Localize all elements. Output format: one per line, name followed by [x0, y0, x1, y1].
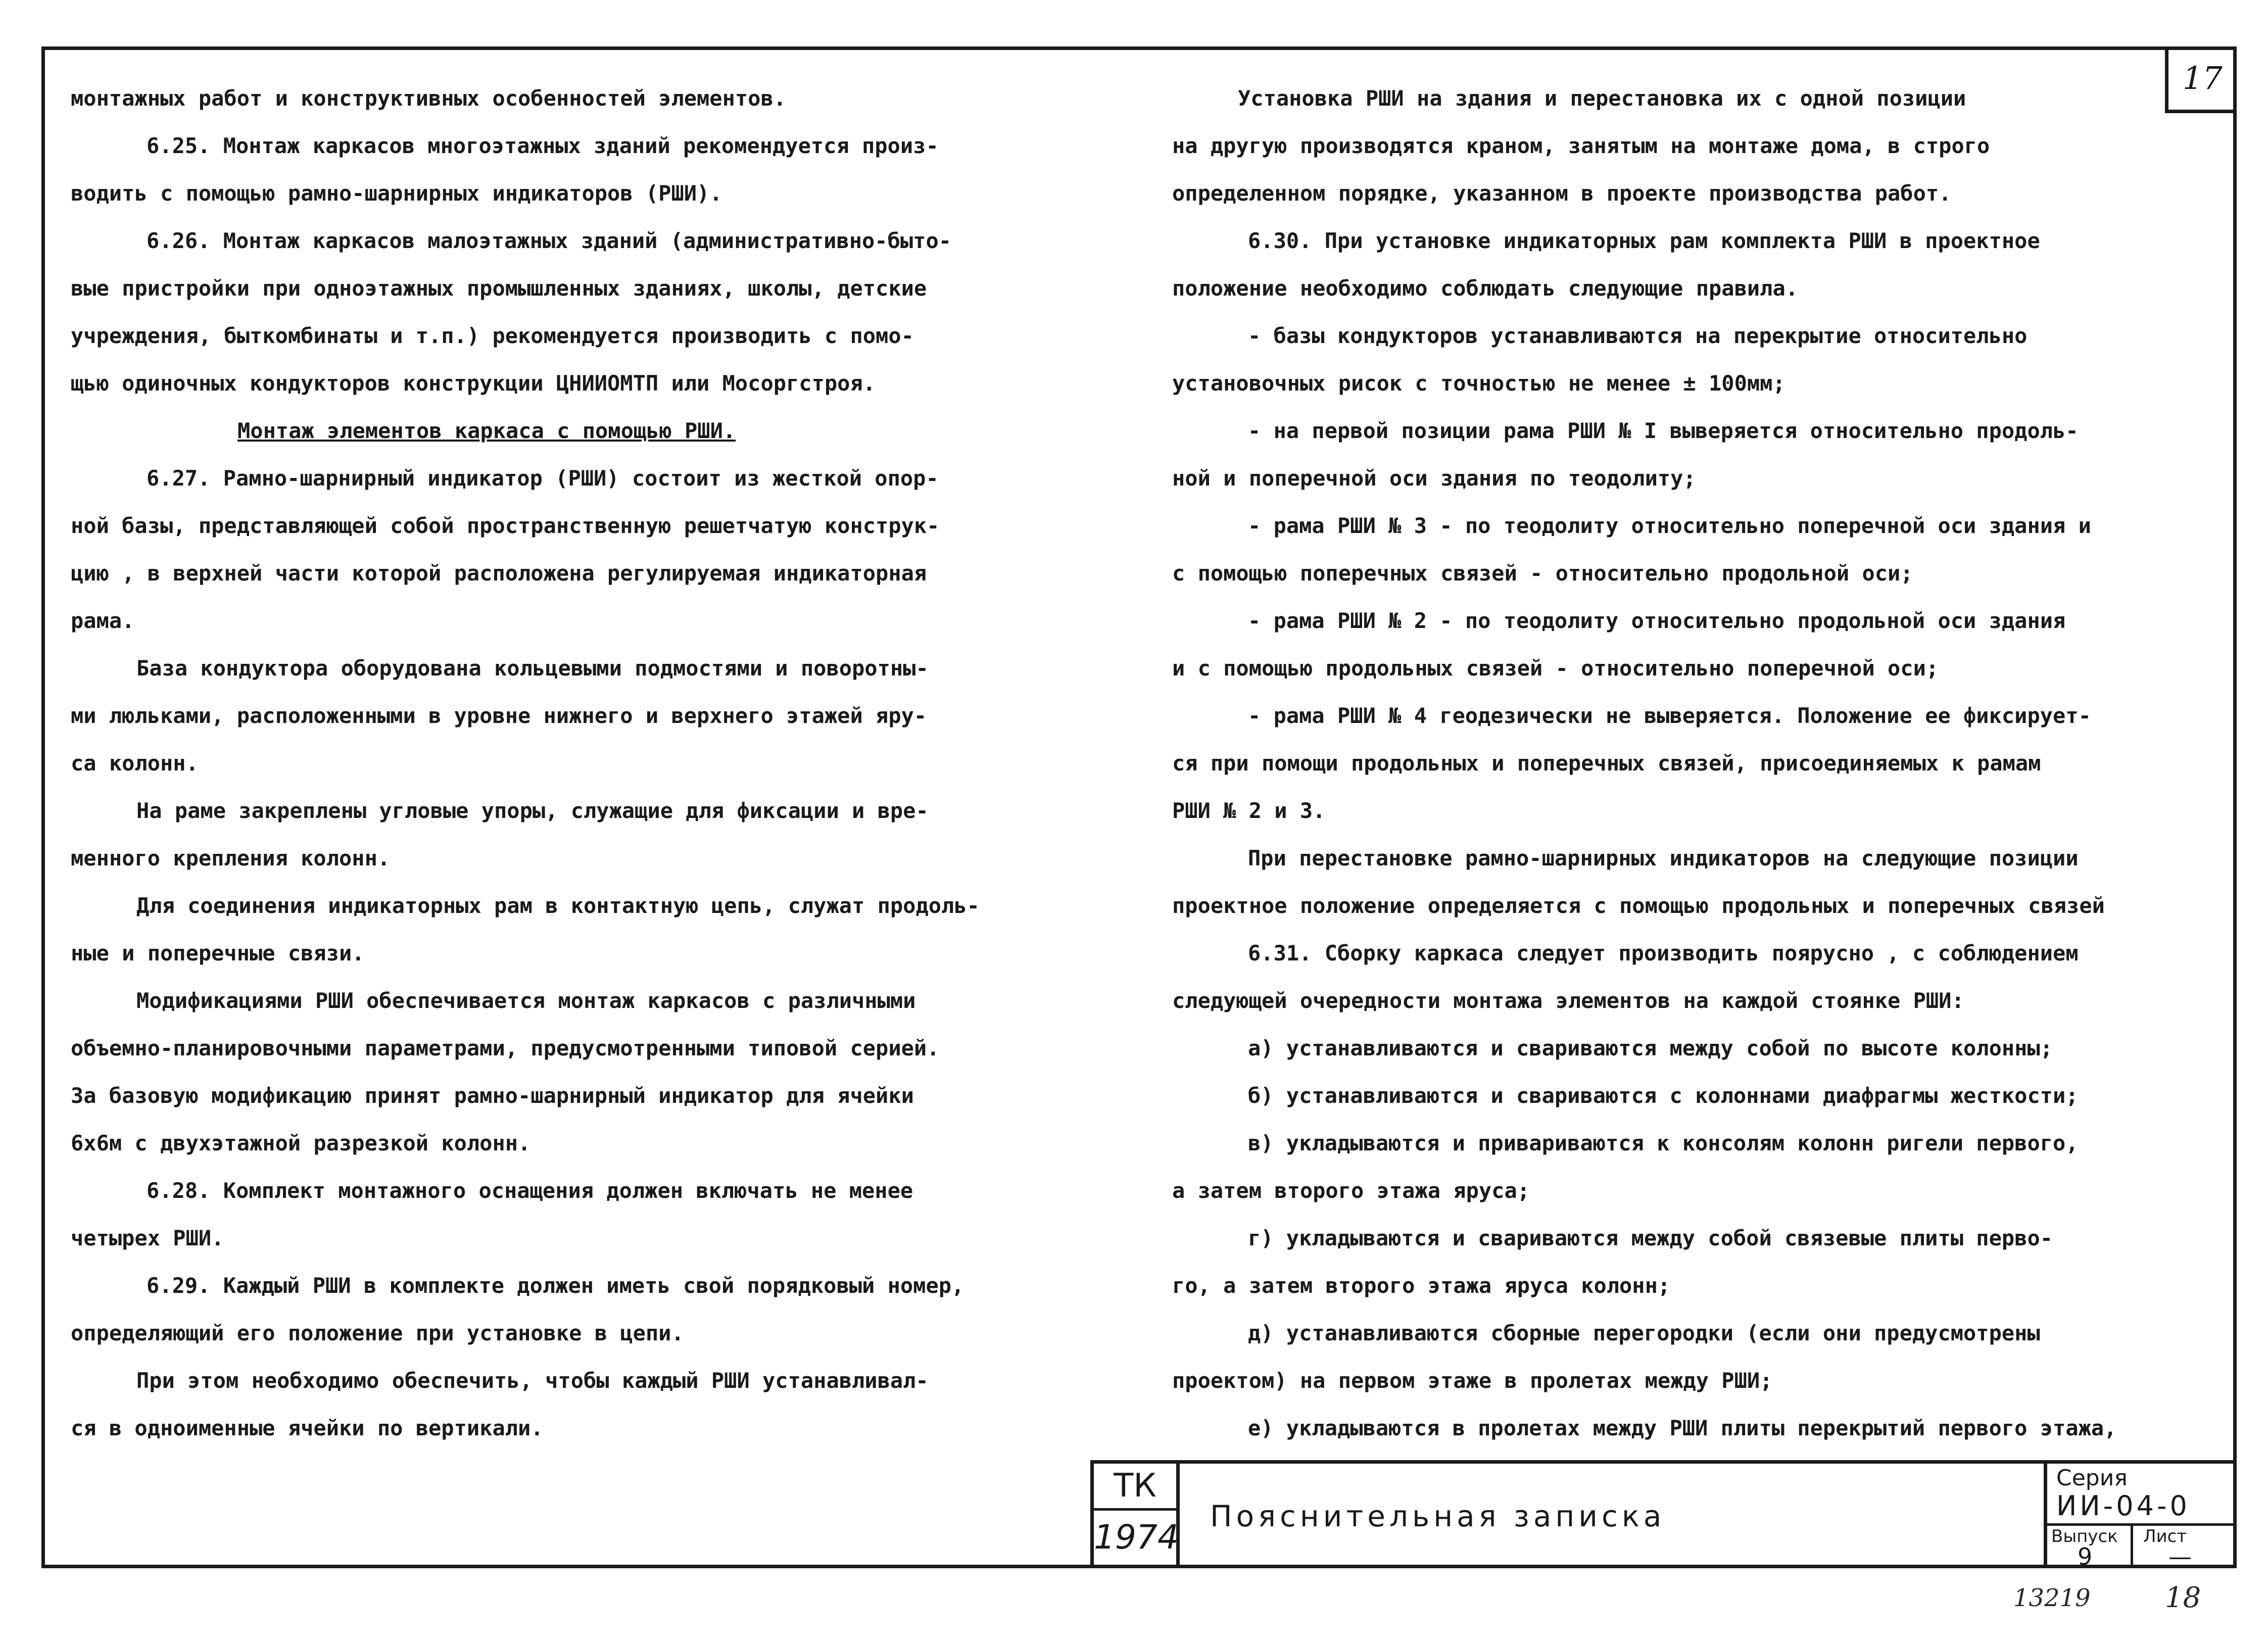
archive-number: 13219 — [2013, 1584, 2091, 1612]
text-line: ной и поперечной оси здания по теодолиту; — [1172, 466, 1696, 491]
text-line: го, а затем второго этажа яруса колонн; — [1172, 1273, 1671, 1298]
text-line: са колонн. — [71, 751, 199, 776]
text-line: За базовую модификацию принят рамно-шарнирный индикатор для ячейки — [71, 1083, 914, 1108]
text-line: щью одиночных кондукторов конструкции ЦНИИОМТП или Мосоргстроя. — [71, 371, 876, 396]
left-text-column — [71, 75, 1122, 1452]
text-line: менного крепления колонн. — [71, 846, 391, 871]
series-value: ИИ-04-0 — [2056, 1490, 2190, 1522]
text-line: рама. — [71, 608, 135, 633]
paragraph-6-25: 6.25. Монтаж каркасов многоэтажных зданий рекомендуется произ- — [147, 133, 939, 158]
sheet-label: Лист — [2143, 1526, 2187, 1547]
paragraph-6-28: 6.28. Комплект монтажного оснащения должен включать не менее — [147, 1178, 913, 1203]
text-line: Установка РШИ на здания и перестановка их с одной позиции — [1238, 86, 1966, 111]
text-line: ся при помощи продольных и поперечных связей, присоединяемых к рамам — [1172, 751, 2041, 776]
text-line: с помощью поперечных связей - относительно продольной оси; — [1172, 561, 1913, 586]
list-item: - рама РШИ № 3 - по теодолиту относительно поперечной оси здания и — [1248, 513, 2091, 538]
document-title: Пояснительная записка — [1210, 1499, 1666, 1533]
text-line: ной базы, представляющей собой пространственную решетчатую конструк- — [71, 513, 940, 538]
sheet-value: — — [2168, 1543, 2192, 1570]
divider — [2047, 1523, 2237, 1526]
text-line: ми люльками, расположенными в уровне нижнего и верхнего этажей яру- — [71, 703, 927, 728]
list-item: - на первой позиции рама РШИ № I выверяется относительно продоль- — [1248, 418, 2079, 443]
list-item: в) укладываются и приваpиваются к консолям колонн ригели первого, — [1248, 1131, 2079, 1155]
org-code: ТК — [1094, 1464, 1176, 1511]
text-line: а затем второго этажа яруса; — [1172, 1178, 1530, 1203]
text-line: Для соединения индикаторных рам в контактную цепь, служат продоль- — [136, 893, 980, 918]
text-line: монтажных работ и конструктивных особенностей элементов. — [71, 86, 787, 111]
paragraph-6-30: 6.30. При установке индикаторных рам комплекта РШИ в проектное — [1248, 228, 2040, 253]
text-line: проектное положение определяется с помощью продольных и поперечных связей — [1172, 893, 2105, 918]
sheet-number: 17 — [2165, 46, 2237, 113]
list-item: г) укладываются и свариваются между собой связевые плиты перво- — [1248, 1226, 2053, 1250]
text-line: объемно-планировочными параметрами, предусмотренными типовой серией. — [71, 1036, 940, 1060]
paragraph-6-31: 6.31. Сборку каркаса следует производить поярусно , с соблюдением — [1248, 941, 2079, 965]
text-line: проектом) на первом этаже в пролетах между РШИ; — [1172, 1368, 1773, 1393]
text-line: На раме закреплены угловые упоры, служащие для фиксации и вре- — [136, 798, 929, 823]
text-line: вые пристройки при одноэтажных промышленных зданиях, школы, детские — [71, 276, 927, 301]
text-line: цию , в верхней части которой расположена регулируемая индикаторная — [71, 561, 927, 586]
paragraph-6-29: 6.29. Каждый РШИ в комплекте должен иметь свой порядковый номер, — [147, 1273, 964, 1298]
text-line: 6х6м с двухэтажной разрезкой колонн. — [71, 1131, 531, 1155]
org-cell — [1094, 1464, 1180, 1568]
text-line: определенном порядке, указанном в проекте производства работ. — [1172, 181, 1952, 206]
text-line: При перестановке рамно-шарнирных индикаторов на следующие позиции — [1248, 846, 2079, 871]
text-line: следующей очередности монтажа элементов на каждой стоянке РШИ: — [1172, 988, 1964, 1013]
series-label: Серия — [2056, 1465, 2128, 1491]
text-line: ные и поперечные связи. — [71, 941, 365, 965]
text-line: База кондуктора оборудована кольцевыми подмостями и поворотны- — [136, 656, 929, 681]
issue-value: 9 — [2078, 1543, 2093, 1570]
divider — [2131, 1523, 2133, 1568]
text-line: положение необходимо соблюдать следующие правила. — [1172, 276, 1799, 301]
text-line: на другую производятся краном, занятым на монтаже дома, в строго — [1172, 133, 1990, 158]
text-line: и с помощью продольных связей - относительно поперечной оси; — [1172, 656, 1939, 681]
right-text-column — [1172, 75, 2223, 1452]
year: 1974 — [1094, 1518, 1179, 1557]
list-item: - рама РШИ № 4 геодезически не выверяется. Положение ее фиксирует- — [1248, 703, 2091, 728]
paragraph-6-27: 6.27. Рамно-шарнирный индикатор (РШИ) состоит из жесткой опор- — [147, 466, 939, 491]
text-line: При этом необходимо обеспечить, чтобы каждый РШИ устанавливал- — [136, 1368, 929, 1393]
text-line: учреждения, быткомбинаты и т.п.) рекомендуется производить с помо- — [71, 323, 914, 348]
text-line: Модификациями РШИ обеспечивается монтаж каркасов с различными — [136, 988, 916, 1013]
list-item: д) устанавливаются сборные перегородки (если они предусмотрены — [1248, 1321, 2040, 1345]
section-heading: Монтаж элементов каркаса с помощью РШИ. — [237, 418, 736, 443]
text-line: четырех РШИ. — [71, 1226, 224, 1250]
text-line: водить с помощью рамно-шарнирных индикаторов (РШИ). — [71, 181, 722, 206]
list-item: б) устанавливаются и свариваются с колоннами диафрагмы жесткости; — [1248, 1083, 2079, 1108]
text-line: установочных рисок с точностью не менее ± 100мм; — [1172, 371, 1786, 396]
list-item: е) укладываются в пролетах между РШИ плиты перекрытий первого этажа, — [1248, 1416, 2117, 1440]
issue-label: Выпуск — [2051, 1526, 2118, 1547]
page-number: 18 — [2165, 1581, 2201, 1614]
list-item: - рама РШИ № 2 - по теодолиту относительно продольной оси здания — [1248, 608, 2066, 633]
text-line: ся в одноименные ячейки по вертикали. — [71, 1416, 544, 1440]
paragraph-6-26: 6.26. Монтаж каркасов малоэтажных зданий (административно-быто- — [147, 228, 952, 253]
text-line: РШИ № 2 и 3. — [1172, 798, 1326, 823]
list-item: - базы кондукторов устанавливаются на перекрытие относительно — [1248, 323, 2028, 348]
title-block — [1090, 1460, 2237, 1568]
text-line: определяющий его положение при установке в цепи. — [71, 1321, 684, 1345]
series-cell — [2044, 1464, 2237, 1568]
list-item: а) устанавливаются и свариваются между собой по высоте колонны; — [1248, 1036, 2053, 1060]
